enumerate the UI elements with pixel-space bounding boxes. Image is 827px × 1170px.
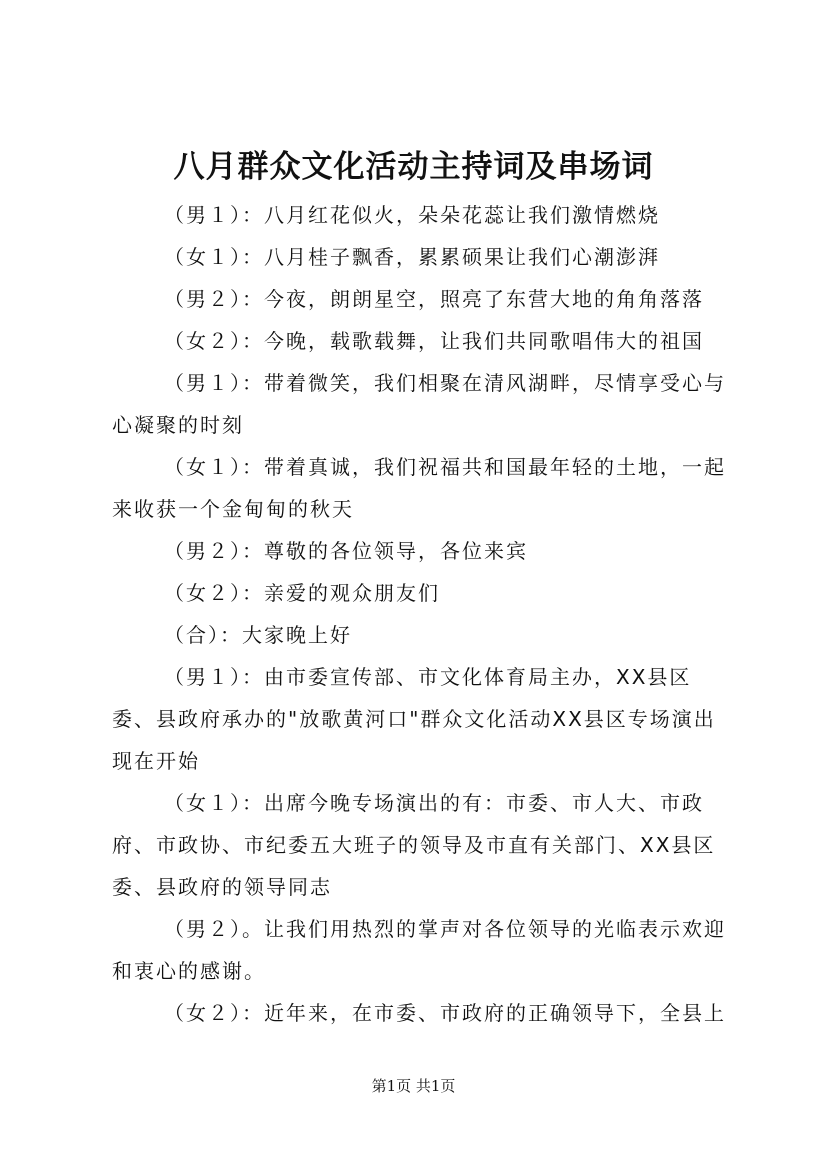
paragraph: （合）：大家晚上好 — [164, 623, 352, 647]
paragraph: （男１）：由市委宣传部、市文化体育局主办，XX县区委、县政府承办的"放歌黄河口"群众文化活动XX县区专场演出现在开始 — [112, 665, 716, 773]
paragraph: （女２）：亲爱的观众朋友们 — [164, 581, 440, 605]
paragraph: （女１）：八月桂子飘香，累累硕果让我们心潮澎湃 — [164, 245, 660, 269]
paragraph: （男１）：带着微笑，我们相聚在清风湖畔，尽情享受心与心凝聚的时刻 — [112, 371, 726, 437]
paragraph: （男２）：今夜，朗朗星空，照亮了东营大地的角角落落 — [164, 287, 704, 311]
page-footer: 第1页 共1页 — [371, 1077, 456, 1095]
document-body — [112, 194, 727, 1034]
paragraph: （女２）：今晚，载歌载舞，让我们共同歌唱伟大的祖国 — [164, 329, 704, 353]
paragraph: （男２）。让我们用热烈的掌声对各位领导的光临表示欢迎和衷心的感谢。 — [112, 917, 726, 983]
paragraph: （女１）：出席今晚专场演出的有：市委、市人大、市政府、市政协、市纪委五大班子的领导及市直有关部门、XX县区委、县政府的领导同志 — [112, 791, 716, 899]
paragraph: （女１）：带着真诚，我们祝福共和国最年轻的土地，一起来收获一个金甸甸的秋天 — [112, 455, 726, 521]
paragraph: （男１）：八月红花似火，朵朵花蕊让我们激情燃烧 — [164, 203, 660, 227]
paragraph: （男２）：尊敬的各位领导，各位来宾 — [164, 539, 528, 563]
page-title: 八月群众文化活动主持词及串场词 — [173, 149, 654, 185]
paragraph: （女２）：近年来，在市委、市政府的正确领导下，全县上 — [164, 1001, 726, 1025]
